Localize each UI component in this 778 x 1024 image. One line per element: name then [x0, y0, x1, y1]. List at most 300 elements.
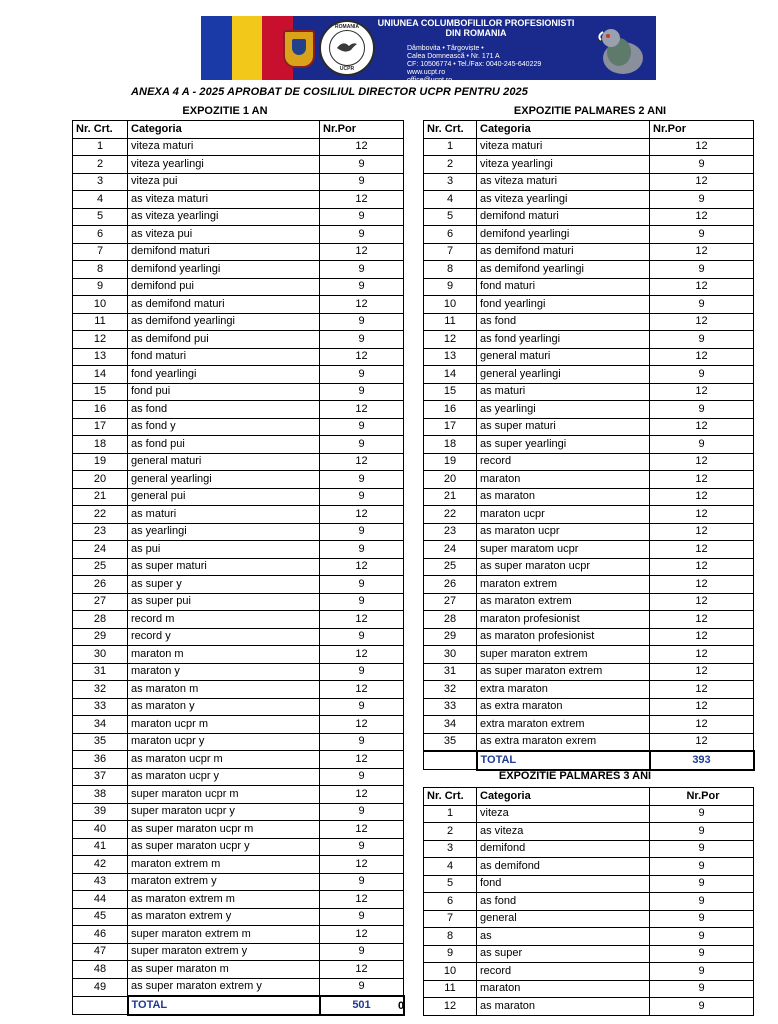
row-por: 12 — [320, 243, 404, 261]
row-number: 28 — [73, 611, 128, 629]
table-row — [73, 856, 404, 874]
row-number: 41 — [73, 838, 128, 856]
table-row — [424, 523, 754, 541]
row-number: 31 — [424, 663, 477, 681]
row-por: 12 — [320, 191, 404, 209]
table-row — [73, 191, 404, 209]
row-number: 6 — [424, 226, 477, 244]
row-por: 12 — [650, 611, 754, 629]
row-category: as viteza maturi — [128, 191, 320, 209]
row-number: 27 — [73, 593, 128, 611]
table-row — [73, 278, 404, 296]
row-por: 9 — [320, 173, 404, 191]
annex-title: ANEXA 4 A - 2025 APROBAT DE COSILIUL DIRECTOR UCPR PENTRU 2025 — [131, 86, 528, 98]
row-number: 8 — [424, 928, 477, 946]
row-por: 9 — [320, 471, 404, 489]
table-row — [424, 558, 754, 576]
row-number: 11 — [73, 313, 128, 331]
row-category: viteza yearlingi — [477, 156, 650, 174]
row-category: as maraton extrem y — [128, 908, 320, 926]
table-row — [73, 891, 404, 909]
row-category: maraton extrem y — [128, 873, 320, 891]
expo1-title: EXPOZITIE 1 AN — [182, 105, 268, 117]
romania-flag — [201, 16, 293, 80]
row-category: as super pui — [128, 593, 320, 611]
row-por: 9 — [320, 803, 404, 821]
col-header-por: Nr.Por — [650, 121, 754, 139]
row-category: demifond — [477, 840, 650, 858]
row-number: 16 — [73, 401, 128, 419]
table-row — [424, 681, 754, 699]
row-por: 12 — [650, 138, 754, 156]
row-por: 9 — [650, 945, 754, 963]
row-number: 22 — [424, 506, 477, 524]
row-category: fond yearlingi — [128, 366, 320, 384]
row-category: as super maraton ucpr y — [128, 838, 320, 856]
col-header-nr: Nr. Crt. — [424, 121, 477, 139]
row-category: maraton m — [128, 646, 320, 664]
table-row — [73, 768, 404, 786]
row-por: 9 — [650, 840, 754, 858]
table-row — [73, 366, 404, 384]
row-number: 4 — [424, 858, 477, 876]
row-number: 18 — [424, 436, 477, 454]
total-empty-cell — [73, 996, 128, 1015]
expo1-table — [72, 120, 405, 1016]
row-number: 44 — [73, 891, 128, 909]
row-number: 5 — [424, 208, 477, 226]
row-number: 1 — [424, 138, 477, 156]
row-por: 12 — [650, 418, 754, 436]
total-value: 393 — [650, 751, 754, 770]
row-number: 20 — [73, 471, 128, 489]
table-row — [73, 961, 404, 979]
row-category: super maraton extrem y — [128, 943, 320, 961]
row-number: 14 — [73, 366, 128, 384]
row-number: 22 — [73, 506, 128, 524]
row-category: viteza yearlingi — [128, 156, 320, 174]
row-por: 9 — [320, 436, 404, 454]
row-por: 9 — [650, 226, 754, 244]
table-row — [424, 910, 754, 928]
row-por: 9 — [320, 278, 404, 296]
row-por: 9 — [320, 366, 404, 384]
row-por: 12 — [650, 593, 754, 611]
row-por: 12 — [320, 611, 404, 629]
row-number: 19 — [424, 453, 477, 471]
row-number: 26 — [73, 576, 128, 594]
row-category: general maturi — [128, 453, 320, 471]
row-number: 17 — [73, 418, 128, 436]
table-row — [424, 261, 754, 279]
row-por: 9 — [320, 383, 404, 401]
row-number: 5 — [73, 208, 128, 226]
row-category: record — [477, 963, 650, 981]
row-number: 4 — [73, 191, 128, 209]
row-category: as extra maraton — [477, 698, 650, 716]
row-por: 12 — [650, 243, 754, 261]
row-category: as super maraton m — [128, 961, 320, 979]
row-number: 3 — [424, 840, 477, 858]
table-row — [73, 261, 404, 279]
total-value: 501 — [320, 996, 404, 1015]
row-number: 15 — [424, 383, 477, 401]
row-number: 26 — [424, 576, 477, 594]
row-por: 12 — [320, 646, 404, 664]
flag-blue-stripe — [201, 16, 232, 80]
row-por: 12 — [320, 401, 404, 419]
row-number: 6 — [424, 893, 477, 911]
table-row — [73, 418, 404, 436]
row-por: 9 — [320, 628, 404, 646]
row-number: 13 — [424, 348, 477, 366]
row-number: 11 — [424, 980, 477, 998]
row-category: as maturi — [128, 506, 320, 524]
row-number: 32 — [73, 681, 128, 699]
table-row — [73, 488, 404, 506]
row-por: 12 — [650, 488, 754, 506]
row-category: as maraton extrem m — [128, 891, 320, 909]
row-category: fond maturi — [128, 348, 320, 366]
row-por: 12 — [650, 173, 754, 191]
row-category: as fond — [477, 313, 650, 331]
row-number: 45 — [73, 908, 128, 926]
total-row — [424, 751, 754, 770]
row-category: maraton extrem m — [128, 856, 320, 874]
row-number: 10 — [73, 296, 128, 314]
row-category: as demifond yearlingi — [128, 313, 320, 331]
col-header-nr: Nr. Crt. — [424, 788, 477, 806]
email-link[interactable]: office@ucpt.ro — [407, 77, 453, 84]
table-row — [73, 138, 404, 156]
row-category: as maraton profesionist — [477, 628, 650, 646]
row-number: 7 — [73, 243, 128, 261]
table-row — [424, 646, 754, 664]
row-category: maraton extrem — [477, 576, 650, 594]
row-category: as demifond maturi — [128, 296, 320, 314]
table-row — [73, 436, 404, 454]
row-por: 12 — [320, 716, 404, 734]
row-category: as viteza pui — [128, 226, 320, 244]
row-number: 27 — [424, 593, 477, 611]
table-row — [73, 593, 404, 611]
col-header-category: Categoria — [128, 121, 320, 139]
row-number: 42 — [73, 856, 128, 874]
row-category: as maraton ucpr m — [128, 751, 320, 769]
row-category: as maraton — [477, 488, 650, 506]
row-category: extra maraton extrem — [477, 716, 650, 734]
row-por: 12 — [650, 383, 754, 401]
row-category: as viteza — [477, 823, 650, 841]
row-number: 40 — [73, 821, 128, 839]
row-category: maraton — [477, 980, 650, 998]
expo2-table — [423, 120, 755, 771]
row-por: 9 — [320, 523, 404, 541]
table-row — [73, 733, 404, 751]
row-number: 30 — [424, 646, 477, 664]
row-por: 12 — [320, 961, 404, 979]
total-empty-cell — [424, 751, 477, 770]
table-row — [73, 698, 404, 716]
row-number: 1 — [73, 138, 128, 156]
table-row — [424, 628, 754, 646]
row-por: 9 — [320, 873, 404, 891]
table-row — [424, 366, 754, 384]
table-row — [424, 348, 754, 366]
row-por: 12 — [650, 663, 754, 681]
row-category: as maturi — [477, 383, 650, 401]
row-por: 9 — [650, 156, 754, 174]
row-por: 12 — [650, 313, 754, 331]
row-category: viteza — [477, 805, 650, 823]
table-row — [73, 681, 404, 699]
table-row — [424, 226, 754, 244]
row-por: 9 — [650, 858, 754, 876]
row-category: as fond y — [128, 418, 320, 436]
row-por: 9 — [650, 998, 754, 1016]
row-category: as maraton extrem — [477, 593, 650, 611]
row-por: 12 — [650, 698, 754, 716]
row-category: super maratom ucpr — [477, 541, 650, 559]
row-por: 9 — [320, 488, 404, 506]
row-por: 12 — [320, 786, 404, 804]
row-number: 49 — [73, 978, 128, 996]
table-row — [424, 733, 754, 751]
row-number: 3 — [73, 173, 128, 191]
table-row — [73, 821, 404, 839]
row-por: 9 — [650, 823, 754, 841]
table-row — [73, 208, 404, 226]
row-number: 25 — [424, 558, 477, 576]
side-value: 0 — [398, 1000, 405, 1012]
row-category: as fond yearlingi — [477, 331, 650, 349]
row-number: 9 — [73, 278, 128, 296]
total-label: TOTAL — [128, 996, 320, 1015]
row-category: as demifond pui — [128, 331, 320, 349]
row-por: 12 — [650, 541, 754, 559]
row-number: 19 — [73, 453, 128, 471]
table-header-row — [73, 121, 404, 139]
row-number: 33 — [73, 698, 128, 716]
table-row — [424, 471, 754, 489]
table-row — [73, 523, 404, 541]
row-number: 9 — [424, 278, 477, 296]
table-row — [73, 541, 404, 559]
table-row — [73, 471, 404, 489]
row-number: 23 — [424, 523, 477, 541]
row-number: 4 — [424, 191, 477, 209]
row-number: 24 — [424, 541, 477, 559]
row-por: 9 — [320, 261, 404, 279]
row-category: maraton ucpr — [477, 506, 650, 524]
row-category: general — [477, 910, 650, 928]
row-category: as viteza yearlingi — [128, 208, 320, 226]
website-link[interactable]: www.ucpt.ro — [407, 69, 446, 76]
row-number: 15 — [73, 383, 128, 401]
table-row — [73, 348, 404, 366]
row-por: 12 — [320, 891, 404, 909]
row-category: as extra maraton exrem — [477, 733, 650, 751]
table-row — [424, 611, 754, 629]
row-category: as super maraton ucpr — [477, 558, 650, 576]
row-por: 12 — [650, 506, 754, 524]
table-row — [424, 593, 754, 611]
table-row — [424, 805, 754, 823]
table-row — [424, 173, 754, 191]
row-por: 9 — [650, 366, 754, 384]
row-category: as demifond — [477, 858, 650, 876]
row-number: 34 — [73, 716, 128, 734]
row-por: 9 — [320, 768, 404, 786]
col-header-category: Categoria — [477, 121, 650, 139]
row-number: 29 — [73, 628, 128, 646]
row-number: 16 — [424, 401, 477, 419]
row-por: 12 — [650, 576, 754, 594]
row-number: 8 — [424, 261, 477, 279]
row-category: extra maraton — [477, 681, 650, 699]
row-number: 24 — [73, 541, 128, 559]
table-row — [424, 418, 754, 436]
table-row — [73, 383, 404, 401]
row-number: 17 — [424, 418, 477, 436]
row-category: as super maturi — [128, 558, 320, 576]
table-header-row — [424, 121, 754, 139]
row-category: general yearlingi — [128, 471, 320, 489]
row-category: viteza maturi — [128, 138, 320, 156]
row-category: as super — [477, 945, 650, 963]
row-category: demifond pui — [128, 278, 320, 296]
table-row — [424, 453, 754, 471]
table-row — [424, 383, 754, 401]
table-row — [73, 751, 404, 769]
total-row — [73, 996, 404, 1015]
row-number: 2 — [424, 156, 477, 174]
table-row — [73, 978, 404, 996]
row-por: 12 — [650, 558, 754, 576]
table-row — [73, 611, 404, 629]
table-header-row — [424, 788, 754, 806]
row-number: 39 — [73, 803, 128, 821]
row-number: 48 — [73, 961, 128, 979]
row-por: 9 — [320, 576, 404, 594]
row-por: 9 — [650, 875, 754, 893]
row-por: 9 — [320, 838, 404, 856]
table-row — [424, 698, 754, 716]
row-category: as super maraton extrem y — [128, 978, 320, 996]
table-row — [424, 576, 754, 594]
row-category: as demifond maturi — [477, 243, 650, 261]
row-por: 9 — [320, 208, 404, 226]
table-row — [424, 401, 754, 419]
row-por: 12 — [320, 453, 404, 471]
row-por: 9 — [320, 698, 404, 716]
table-row — [424, 998, 754, 1016]
row-number: 13 — [73, 348, 128, 366]
table-row — [424, 945, 754, 963]
row-number: 7 — [424, 910, 477, 928]
table-row — [73, 786, 404, 804]
row-por: 12 — [650, 628, 754, 646]
table-row — [424, 191, 754, 209]
row-category: as maraton m — [128, 681, 320, 699]
row-category: as yearlingi — [477, 401, 650, 419]
row-por: 9 — [650, 261, 754, 279]
row-por: 9 — [320, 593, 404, 611]
col-header-category: Categoria — [477, 788, 650, 806]
romania-coat-of-arms-icon — [283, 30, 315, 68]
row-por: 12 — [650, 681, 754, 699]
row-number: 35 — [424, 733, 477, 751]
row-number: 18 — [73, 436, 128, 454]
row-por: 12 — [650, 208, 754, 226]
row-category: super maraton extrem — [477, 646, 650, 664]
row-category: general maturi — [477, 348, 650, 366]
row-category: maraton ucpr m — [128, 716, 320, 734]
table-row — [73, 558, 404, 576]
row-por: 12 — [650, 733, 754, 751]
row-category: as super yearlingi — [477, 436, 650, 454]
row-category: fond yearlingi — [477, 296, 650, 314]
row-por: 12 — [650, 646, 754, 664]
row-por: 12 — [650, 471, 754, 489]
row-number: 10 — [424, 296, 477, 314]
row-category: as maraton — [477, 998, 650, 1016]
row-category: as yearlingi — [128, 523, 320, 541]
row-category: as super maraton extrem — [477, 663, 650, 681]
expo2-title: EXPOZITIE PALMARES 2 ANI — [513, 105, 667, 117]
row-category: fond — [477, 875, 650, 893]
row-por: 12 — [320, 296, 404, 314]
row-por: 12 — [650, 278, 754, 296]
row-number: 47 — [73, 943, 128, 961]
row-category: as maraton y — [128, 698, 320, 716]
row-category: super maraton ucpr y — [128, 803, 320, 821]
row-category: general pui — [128, 488, 320, 506]
row-number: 2 — [73, 156, 128, 174]
row-number: 43 — [73, 873, 128, 891]
row-number: 25 — [73, 558, 128, 576]
expo3-title: EXPOZITIE PALMARES 3 ANI — [498, 770, 652, 782]
row-por: 9 — [320, 908, 404, 926]
row-number: 30 — [73, 646, 128, 664]
seal-top-text: ROMANIA — [335, 24, 359, 30]
row-number: 3 — [424, 173, 477, 191]
table-row — [424, 928, 754, 946]
row-por: 9 — [320, 663, 404, 681]
row-por: 12 — [320, 138, 404, 156]
row-category: maraton — [477, 471, 650, 489]
flag-yellow-stripe — [232, 16, 263, 80]
row-category: fond pui — [128, 383, 320, 401]
table-row — [424, 313, 754, 331]
row-por: 9 — [650, 191, 754, 209]
row-por: 9 — [650, 805, 754, 823]
table-row — [424, 541, 754, 559]
table-row — [424, 963, 754, 981]
table-row — [73, 453, 404, 471]
row-por: 9 — [320, 156, 404, 174]
row-category: as maraton ucpr y — [128, 768, 320, 786]
row-por: 12 — [650, 716, 754, 734]
row-por: 12 — [320, 348, 404, 366]
table-row — [73, 908, 404, 926]
table-row — [73, 243, 404, 261]
total-label: TOTAL — [477, 751, 650, 770]
row-por: 12 — [320, 558, 404, 576]
row-por: 12 — [320, 856, 404, 874]
row-por: 9 — [650, 893, 754, 911]
row-category: maraton profesionist — [477, 611, 650, 629]
